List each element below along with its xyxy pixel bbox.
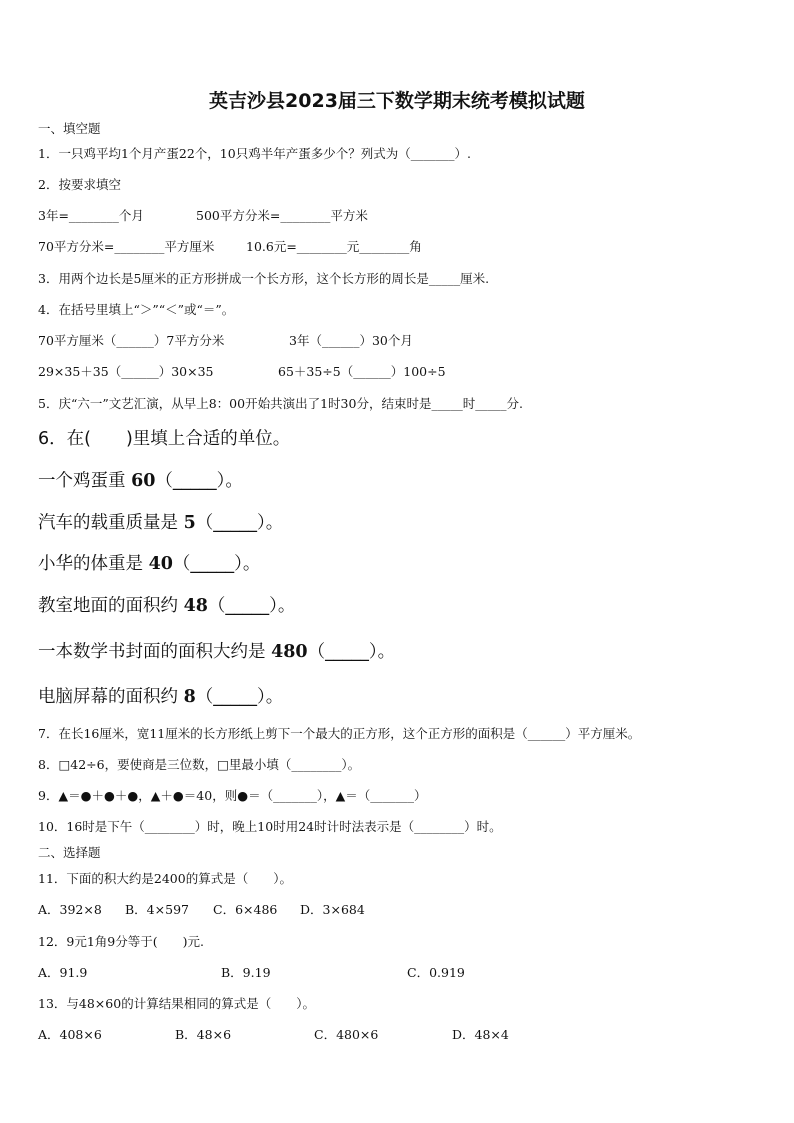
question-2-c: 70平方分米=________平方厘米 xyxy=(38,239,215,254)
item-text: 电脑屏幕的面积约 xyxy=(38,687,184,707)
question-4-d: 65＋35÷5（______）100÷5 xyxy=(278,364,446,379)
question-6-item xyxy=(38,685,283,709)
item-text: 汽车的载重质量是 xyxy=(38,513,184,533)
question-11-heading: 11．下面的积大约是2400的算式是（ ）。 xyxy=(38,871,292,886)
page-title: 英吉沙县2023届三下数学期末统考模拟试题 xyxy=(209,90,585,112)
question-6-item xyxy=(38,594,295,618)
question-2-heading: 2．按要求填空 xyxy=(38,177,121,192)
question-1: 1．一只鸡平均1个月产蛋22个，10只鸡半年产蛋多少个？列式为（_______）. xyxy=(38,146,471,161)
question-4-b: 3年（______）30个月 xyxy=(289,333,413,348)
option-a: A．91.9 xyxy=(38,965,88,980)
question-6-item xyxy=(38,511,283,535)
question-10: 10．16时是下午（________）时，晚上10时用24时计时法表示是（________）时。 xyxy=(38,819,502,834)
question-6-item xyxy=(38,552,260,576)
option-d: D．3×684 xyxy=(300,902,365,917)
question-3: 3．用两个边长是5厘米的正方形拼成一个长方形，这个长方形的周长是_____厘米. xyxy=(38,271,490,286)
item-blank: （_____）。 xyxy=(195,513,284,533)
option-b: B．9.19 xyxy=(221,965,271,980)
item-blank: （_____）。 xyxy=(172,554,261,574)
item-text: 教室地面的面积约 xyxy=(38,596,184,616)
item-blank: （_____）。 xyxy=(307,642,396,662)
section-choice-heading: 二、选择题 xyxy=(38,845,101,860)
item-number: 5 xyxy=(183,513,196,533)
item-blank: （_____）。 xyxy=(207,596,296,616)
item-number: 48 xyxy=(183,596,208,616)
item-number: 8 xyxy=(183,687,196,707)
item-text: 一个鸡蛋重 xyxy=(38,471,132,491)
option-a: A．392×8 xyxy=(38,902,102,917)
question-13-heading: 13．与48×60的计算结果相同的算式是（ ）。 xyxy=(38,996,315,1011)
question-6-item xyxy=(38,469,243,493)
item-number: 60 xyxy=(131,471,156,491)
item-text: 小华的体重是 xyxy=(38,554,149,574)
option-c: C．480×6 xyxy=(314,1027,379,1042)
question-8: 8．□42÷6，要使商是三位数，□里最小填（________）。 xyxy=(38,757,361,772)
item-number: 40 xyxy=(148,554,173,574)
question-4-heading: 4．在括号里填上“＞”“＜”或“＝”。 xyxy=(38,302,235,317)
question-4-a: 70平方厘米（______）7平方分米 xyxy=(38,333,225,348)
question-2-a: 3年=________个月 xyxy=(38,208,144,223)
option-b: B．4×597 xyxy=(125,902,189,917)
question-5: 5．庆“六一”文艺汇演，从早上8：00开始共演出了1时30分，结束时是_____时_____分. xyxy=(38,396,523,411)
question-6-heading: 6．在( )里填上合适的单位。 xyxy=(38,429,291,449)
option-c: C．0.919 xyxy=(407,965,465,980)
item-number: 480 xyxy=(271,642,308,662)
question-2-d: 10.6元=________元________角 xyxy=(246,239,422,254)
item-text: 一本数学书封面的面积大约是 xyxy=(38,642,272,662)
option-a: A．408×6 xyxy=(38,1027,102,1042)
question-12-heading: 12．9元1角9分等于( )元. xyxy=(38,934,204,949)
option-c: C．6×486 xyxy=(213,902,278,917)
question-2-b: 500平方分米=________平方米 xyxy=(196,208,368,223)
option-b: B．48×6 xyxy=(175,1027,232,1042)
question-7: 7．在长16厘米，宽11厘米的长方形纸上剪下一个最大的正方形，这个正方形的面积是（______）平方厘米。 xyxy=(38,726,641,741)
question-6-item xyxy=(38,640,395,664)
option-d: D．48×4 xyxy=(452,1027,509,1042)
question-9: 9．▲＝●＋●＋●，▲＋●＝40，则●＝（_______），▲＝（_______） xyxy=(38,788,427,803)
section-fill-heading: 一、填空题 xyxy=(38,121,101,136)
item-blank: （_____）。 xyxy=(195,687,284,707)
question-4-c: 29×35＋35（______）30×35 xyxy=(38,364,214,379)
item-blank: （_____）。 xyxy=(155,471,243,491)
